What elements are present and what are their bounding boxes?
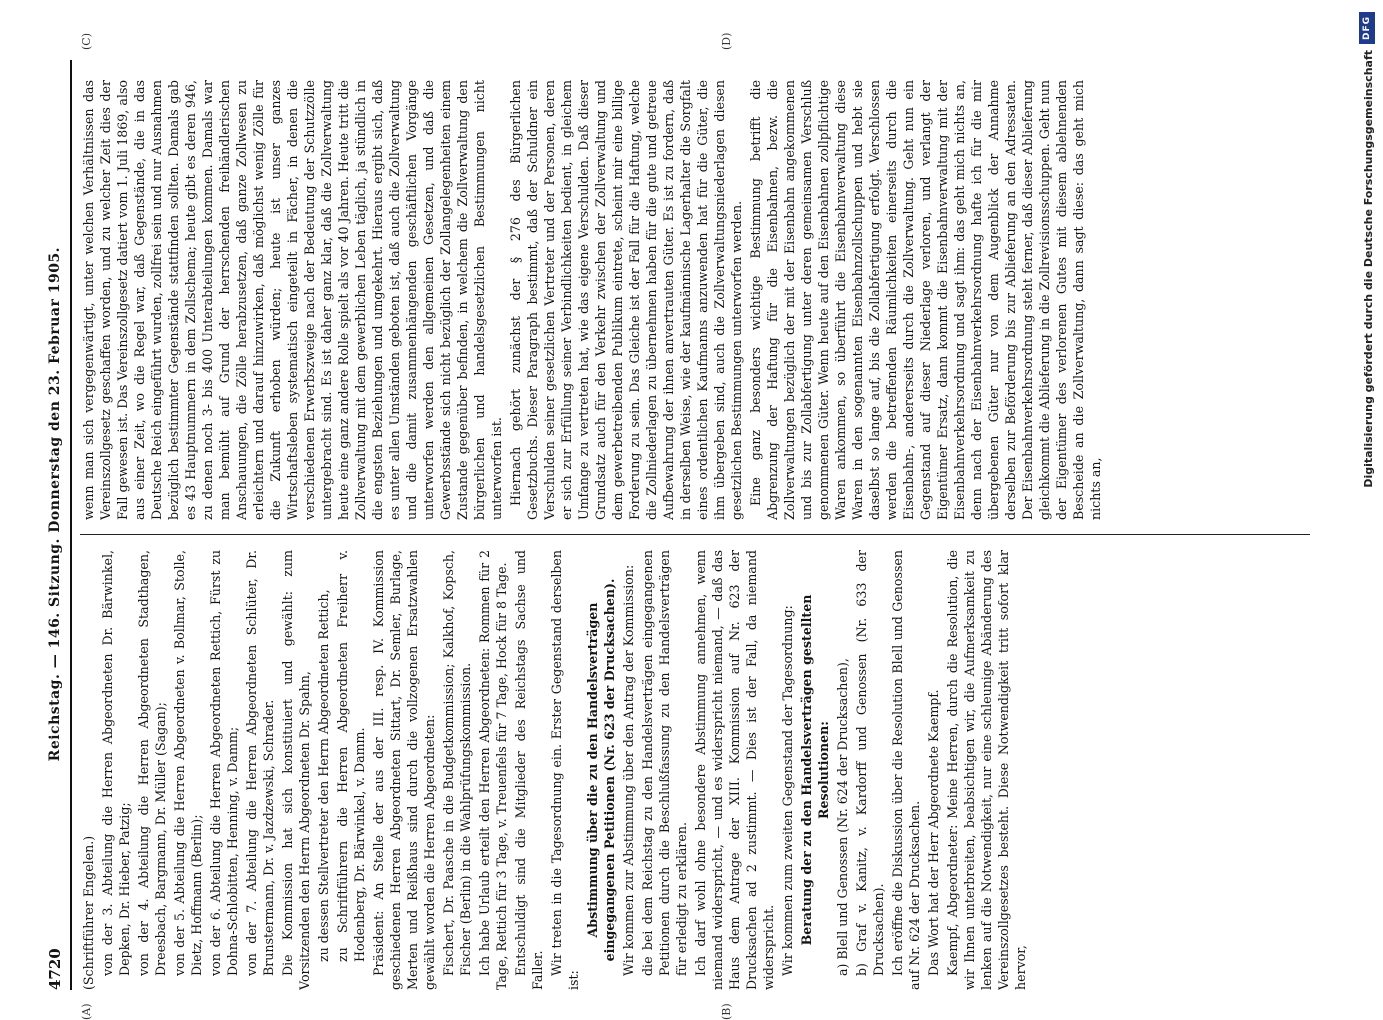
paragraph: Präsident: An Stelle der aus der III. resp. IV. Kommission geschiedenen Herren Abgeordneten Sittart, Dr. Semler, Burlage, Merten und Reißhaus sind durch die vollzogenen Ersatzwahlen gewählt worden die Herren Abgeordneten: bbox=[371, 550, 437, 990]
paragraph: Fischert, Dr. Paasche in die Budgetkommission; Kalkhof, Kopsch, Fischer (Berlin) in die Wahlprüfungskommission. bbox=[441, 550, 473, 976]
paragraph: zu Schriftführern die Herren Abgeordneten Freiherr v. Hodenberg, Dr. Bärwinkel, v. Damm. bbox=[335, 550, 367, 962]
margin-marker-a: (A) bbox=[80, 1003, 93, 1020]
paragraph: von der 6. Abteilung die Herren Abgeordneten Rettich, Fürst zu Dohna-Schlobitten, Henning, v. Damm; bbox=[208, 550, 240, 976]
page-number: 4720 bbox=[46, 948, 64, 990]
rotated-page bbox=[40, 32, 1320, 1020]
agenda-heading: Abstimmung über die zu den Handelsverträgen eingegangenen Petitionen (Nr. 623 der Drucksachen). bbox=[585, 578, 617, 962]
column-divider bbox=[80, 534, 1310, 535]
paragraph: von der 7. Abteilung die Herren Abgeordneten Schlüter, Dr. Brunstermann, Dr. v. Jazdzewski, Schrader. bbox=[244, 550, 276, 976]
paragraph: zu dessen Stellvertreter den Herrn Abgeordneten Rettich, bbox=[316, 589, 331, 962]
paragraph: Hiernach gehört zunächst der § 276 des Bürgerlichen Gesetzbuchs. Dieser Paragraph bestimmt, daß der Schuldner ein Verschulden seiner gesetzlichen Vertreter und der Personen, deren er sich zur Erfüllung seiner Verbindlichkeiten bedient, in gleichem Umfange zu vertreten hat, wie das eigene Verschulden. Daß dieser Grundsatz auch für den Verkehr zwischen der Zollverwaltung und dem gewerbetreibenden Publikum eintrete, scheint mir eine billige Forderung zu sein. Das Gleiche ist der Fall für die Haftung, welche die Zollniederlagen zu übernehmen haben für die gute und getreue Aufbewahrung der ihnen anvertrauten Güter. Es ist zu fordern, daß in derselben Weise, wie der kaufmännische Lagerhalter die Sorgfalt eines ordentlichen Kaufmanns anzuwenden hat für die Güter, die ihm übergeben sind, auch die Zollverwaltungsniederlagen diesen gesetzlichen Bestimmungen unterworfen werden. bbox=[508, 80, 744, 520]
paragraph: von der 5. Abteilung die Herren Abgeordneten v. Bollmar, Stolle, Dietz, Hoffmann (Berlin); bbox=[172, 550, 204, 976]
paragraph: Ich eröffne die Diskussion über die Resolution Blell und Genossen auf Nr. 624 der Drucksachen. bbox=[890, 550, 922, 990]
left-column bbox=[80, 550, 1310, 990]
page-title: Reichstag. — 146. Sitzung. Donnerstag den 23. Februar 1905. bbox=[47, 246, 63, 762]
paragraph: b) Graf v. Kanitz, v. Kardorff und Genossen (Nr. 633 der Drucksachen). bbox=[854, 550, 886, 976]
page-header bbox=[40, 60, 72, 990]
paragraph: von der 4. Abteilung die Herren Abgeordneten Stadthagen, Dreesbach, Bargmann, Dr. Müller (Sagan); bbox=[136, 550, 168, 976]
right-column bbox=[80, 80, 1310, 520]
paragraph: Wir treten in die Tagesordnung ein. Erster Gegenstand derselben ist: bbox=[549, 550, 581, 990]
paragraph: (Schriftführer Engelen.) bbox=[81, 835, 96, 990]
agenda-heading: Beratung der zu den Handelsverträgen gestellten Resolutionen: bbox=[799, 594, 831, 946]
paragraph: Entschuldigt sind die Mitglieder des Reichstags Sachse und Faller. bbox=[513, 550, 545, 990]
paragraph: Wir kommen zum zweiten Gegenstand der Tagesordnung: bbox=[780, 605, 795, 976]
paragraph: Wir kommen zur Abstimmung über den Antrag der Kommission: bbox=[621, 564, 636, 976]
paragraph: Eine ganz besonders wichtige Bestimmung betrifft die Abgrenzung der Haftung für die Eisenbahnen, bezw. die Zollverwaltungen bezüglich der mit der Eisenbahn angekommenen und bis zur Zollabfertigung unter deren gemeinsamen Verschluß genommenen Güter. Wenn heute auf den Eisenbahnen zollpflichtige Waren ankommen, so überführt die Eisenbahnverwaltung diese Waren in den sogenannten Eisenbahnzollschuppen und hebt sie daselbst so lange auf, bis die Zollabfertigung erfolgt. Verschlossen werden die betreffenden Räumlichkeiten einerseits durch die Eisenbahn-, andererseits durch die Zollverwaltung. Geht nun ein Gegenstand auf dieser Niederlage verloren, und verlangt der Eigentümer Ersatz, dann kommt die Eisenbahnverwaltung mit der Eisenbahnverkehrsordnung und sagt ihm: das geht mich nichts an, denn nach der Eisenbahnverkehrsordnung hafte ich für die mir übergebenen Güter nur von dem Augenblick der Annahme derselben zur Beförderung bis zur Ablieferung an den Adressaten. Der Eisenbahnverkehrsordnung steht ferner, daß dieser Ablieferung gleichkommt die Ablieferung in die Zollrevisionsschuppen. Geht nun der Eigentümer des verlorenen Gutes mit diesem ablehnenden Bescheide an die Zollverwaltung, dann sagt diese: das geht mich nichts an, bbox=[748, 80, 1103, 520]
paragraph: Kaempf, Abgeordneter: Meine Herren, durch die Resolution, die wir Ihnen unterbreiten, beabsichtigen wir, die Aufmerksamkeit zu lenken auf die Notwendigkeit, nur eine schleunige Abänderung des Vereinszollgesetzes besteht. Diese Notwendigkeit tritt sofort klar hervor, bbox=[945, 550, 1028, 990]
margin-marker-c: (C) bbox=[80, 33, 93, 50]
paragraph: die bei dem Reichstag zu den Handelsverträgen eingegangenen Petitionen durch die Beschlußfassung zu den Handelsverträgen für erledigt zu erklären. bbox=[640, 550, 689, 976]
paragraph: Das Wort hat der Herr Abgeordnete Kaempf. bbox=[926, 689, 941, 976]
margin-marker-d: (D) bbox=[720, 32, 733, 50]
margin-marker-b: (B) bbox=[720, 1003, 733, 1020]
paragraph: Ich habe Urlaub erteilt den Herren Abgeordneten: Rommen für 2 Tage, Rettich für 3 Tage, v. Treuenfels für 7 Tage, Hock für 8 Tage. bbox=[477, 550, 509, 990]
paragraph: Ich darf wohl ohne besondere Abstimmung annehmen, wenn niemand widerspricht, — und es widerspricht niemand, — daß das Haus dem Antrage der XIII. Kommission auf Nr. 623 der Drucksachen ad 2 zustimmt. — Dies ist der Fall, da niemand widerspricht. bbox=[693, 550, 776, 990]
paragraph: Die Kommission hat sich konstituiert und gewählt: zum Vorsitzenden den Herrn Abgeordneten Dr. Spahn, bbox=[280, 550, 312, 990]
dfg-logo: DFG bbox=[1359, 12, 1375, 44]
paragraph: von der 3. Abteilung die Herren Abgeordneten Dr. Bärwinkel, Depken, Dr. Hieber, Patzig; bbox=[100, 550, 132, 976]
paragraph: wenn man sich vergegenwärtigt, unter welchen Verhältnissen das Vereinszollgesetz geschaffen worden, und zu welcher Zeit dies der Fall gewesen ist. Das Vereinszollgesetz datiert vom 1. Juli 1869, also aus einer Zeit, wo die Regel war, daß Gegenstände, die in das Deutsche Reich eingeführt wurden, zollfrei sein und nur Ausnahmen bezüglich bestimmter Gegenstände stattfinden sollten. Damals gab es 43 Hauptnummern in dem Zollschema; heute gibt es deren 946, zu denen noch 3- bis 400 Unterabteilungen kommen. Damals war man bemüht auf Grund der herrschenden freihändlerischen Anschauungen, die Zölle herabzusetzen, daß ganze Zollwesen zu erleichtern und darauf hinzuwirken, daß möglichst wenig Zölle für die Zukunft erhoben würden; heute ist unser ganzes Wirtschaftsleben systematisch eingeteilt in Fächer, in denen die verschiedenen Erwerbszweige nach der Bedeutung der Schutzzölle untergebracht sind. Es ist daher ganz klar, daß die Zollverwaltung heute eine ganz andere Rolle spielt als vor 40 Jahren. Heute tritt die Zollverwaltung mit dem gewerblichen Leben täglich, ja stündlich in die engsten Beziehungen und umgekehrt. Hieraus ergibt sich, daß es unter allen Umständen geboten ist, daß auch die Zollverwaltung und die damit zusammenhängenden geschäftlichen Vorgänge unterworfen werden den allgemeinen Gesetzen, und daß die Gewerbsstände sich nicht bezüglich der Zollangelegenheiten einem Zustande gegenüber befinden, in welchem die Zollverwaltung den bürgerlichen und handelsgesetzlichen Bestimmungen nicht unterworfen ist. bbox=[81, 80, 504, 520]
digitization-credit: Digitalisierung gefördert durch die Deutsche Forschungsgemeinschaft bbox=[1362, 50, 1375, 488]
paragraph: a) Blell und Genossen (Nr. 624 der Drucksachen), bbox=[835, 658, 850, 976]
